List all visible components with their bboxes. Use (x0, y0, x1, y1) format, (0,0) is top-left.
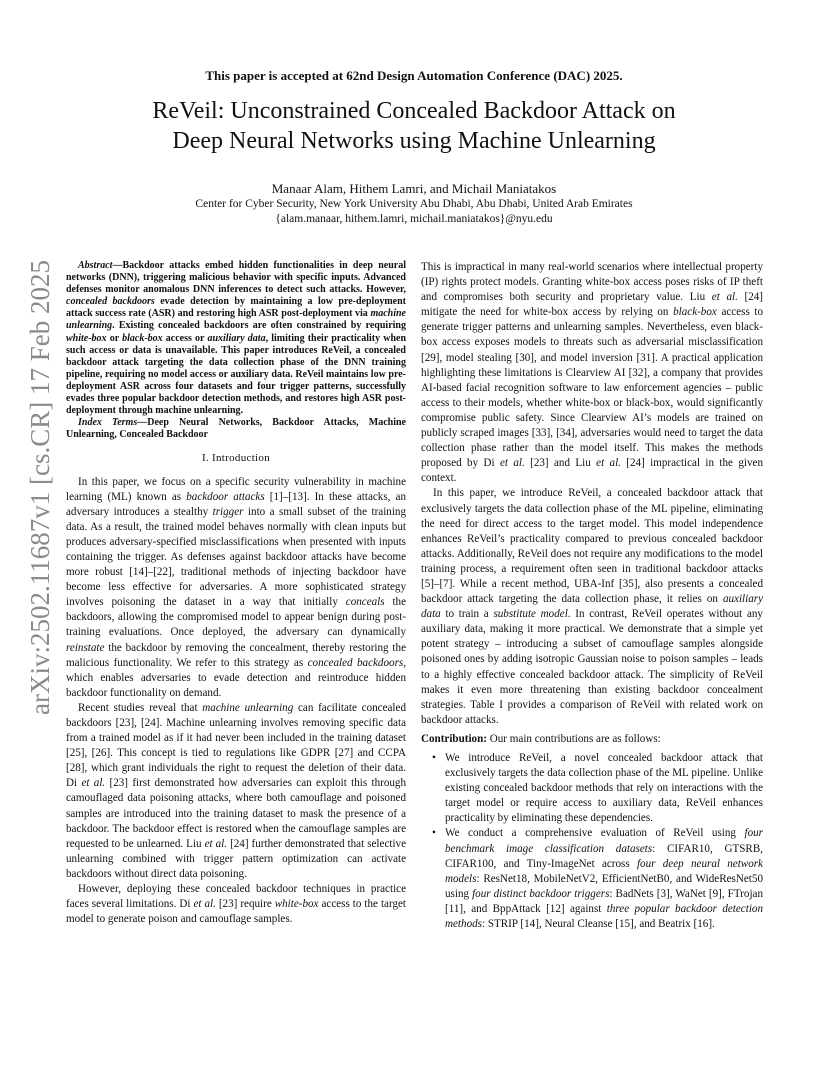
paper-title (60, 96, 768, 156)
left-column (66, 260, 406, 927)
arxiv-watermark (20, 259, 60, 715)
contribution-list (421, 751, 763, 932)
contribution-label: Contribution: (421, 732, 487, 745)
index-terms-label: Index Terms (78, 417, 138, 429)
title-line-2: Deep Neural Networks using Machine Unlearning (172, 128, 656, 154)
right-column (421, 260, 763, 932)
intro-paragraph-3: However, deploying these concealed backdoor techniques in practice faces several limitations. Di et al. [23] require white-box access to the target model to generate poison and camouflage samples. (66, 883, 406, 926)
section-heading-introduction: I. Introduction (201, 452, 271, 465)
intro-paragraph-2: Recent studies reveal that machine unlearning can facilitate concealed backdoors [23], [24]. Machine unlearning involves removing specific data from a trained model as if it had never been included in the training dataset [25], [26]. This concept is tied to regulations like GDPR [27] and CCPA [28], which grant individuals the right to request the deletion of their data. Di et al. [23] first demonstrated how adversaries can exploit this through camouflaged data poisoning attacks, where both camouflage and poisoned samples are introduced into the training dataset to mask the presence of a backdoor. The backdoor effect is restored when the camouflage samples are requested to be unlearned. Liu et al. [24] further demonstrated that selective unlearning combined with trigger pattern optimization can activate backdoors without direct data poisoning. (66, 701, 407, 880)
affiliation: Center for Cyber Security, New York University Abu Dhabi, Abu Dhabi, United Arab Emirates (195, 198, 633, 210)
contribution-heading: Contribution: Our main contributions are as follows: (421, 732, 661, 745)
abstract-label: Abstract (78, 260, 113, 271)
index-terms: Index Terms—Deep Neural Networks, Backdoor Attacks, Machine Unlearning, Concealed Backdoor (66, 417, 406, 441)
arxiv-identifier: arXiv:2502.11687v1 [cs.CR] 17 Feb 2025 (24, 259, 55, 715)
title-line-1: ReVeil: Unconstrained Concealed Backdoor Attack on (152, 98, 676, 124)
contribution-item-2: • We conduct a comprehensive evaluation of ReVeil using four benchmark image classification datasets: CIFAR10, GTSRB, CIFAR100, and Tiny-ImageNet across four deep neural network models: ResNet18, MobileNetV2, EfficientNetB0, and WideResNet50 using four distinct backdoor triggers: BadNets [3], WaNet [9], FTrojan [11], and BppAttack [12] against three popular backdoor detection methods: STRIP [14], Neural Cleanse [15], and Beatrix [16]. (445, 826, 763, 932)
author-block (0, 181, 828, 227)
abstract: Abstract—Backdoor attacks embed hidden functionalities in deep neural networks (DNN), triggering malicious behavior with specific inputs. Advanced defenses monitor anomalous DNN inferences to detect such attacks. However, concealed backdoors evade detection by maintaining a low pre-deployment attack success rate (ASR) and restoring high ASR post-deployment via machine unlearning. Existing concealed backdoors are often constrained by requiring white-box or black-box access or auxiliary data, limiting their practicality when such access or data is unavailable. This paper introduces ReVeil, a concealed backdoor attack targeting the data collection phase of the DNN training pipeline, requiring no model access or auxiliary data. ReVeil maintains low pre-deployment ASR across four datasets and four trigger patterns, successfully evades three popular backdoor detection methods, and restores high ASR post-deployment through machine unlearning. (66, 260, 407, 417)
author-emails: {alam.manaar, hithem.lamri, michail.maniatakos}@nyu.edu (275, 213, 553, 225)
intro-paragraph-continued: This is impractical in many real-world scenarios where intellectual property (IP) rights protect models. Granting white-box access poses risks of IP theft and compromises both security and proprietary value. Liu et al. [24] mitigate the need for white-box access by relying on black-box access to generate trigger patterns and unlearning samples. Nevertheless, even black-box access exposes models to threats such as adversarial misclassification [29], model stealing [30], and model inversion [31]. A practical application highlighting these limitations is Clearview AI [32], a company that provides AI-based facial recognition software to law enforcement agencies – public access to their models, whether white-box or black-box, would significantly compromise public safety. Since Clearview AI’s models are trained on publicly scraped images [33], [34], adversaries would need to target the data collection phase rather than the model itself. This makes the methods proposed by Di et al. [23] and Liu et al. [24] impractical in the given context. (421, 261, 763, 485)
intro-paragraph-1: In this paper, we focus on a specific security vulnerability in machine learning (ML) known as backdoor attacks [1]–[13]. In these attacks, an adversary introduces a stealthy trigger into a small subset of the training data. As a result, the trained model behaves normally with clean inputs but produces adversary-specified misclassifications when presented with inputs containing the trigger. As defenses against backdoor attacks have become more robust [14]–[22], traditional methods of injecting backdoor have become less effective for adversaries. A more sophisticated strategy involves poisoning the dataset in a way that initially conceals the backdoors, allowing the compromised model to appear benign during post-training evaluations. Once deployed, the adversary can dynamically reinstate the backdoor by removing the concealment, thereby restoring the malicious functionality. We refer to this strategy as concealed backdoors, which enables adversaries to evade detection and reintroduce hidden backdoor functionality on demand. (66, 475, 407, 699)
intro-paragraph-reveil: In this paper, we introduce ReVeil, a concealed backdoor attack that exclusively targets the data collection phase of the ML pipeline, eliminating the need for direct access to the target model. This model independence enhances ReVeil’s practicality compared to previous concealed backdoor attacks. Additionally, ReVeil does not require any modifications to the model training process, a requirement often seen in traditional backdoor attacks [5]–[7]. While a recent method, UBA-Inf [35], also presents a concealed backdoor attack targeting the data collection phase, it relies on auxiliary data to train a substitute model. In contrast, ReVeil operates without any auxiliary data, making it more practical. We demonstrate that a simple yet potent strategy – introducing a subset of camouflage samples alongside poisoned ones by adding isotropic Gaussian noise to poison samples – leads to a highly effective concealed backdoor attack. The simplicity of ReVeil makes it even more threatening than existing backdoor concealment strategies. Table I provides a comparison of ReVeil with related work on backdoor attacks. (421, 487, 763, 726)
contribution-item-1: • We introduce ReVeil, a novel concealed backdoor attack that exclusively targets the data collection phase of the ML pipeline. Unlike existing concealed backdoor methods that rely on interactions with the target model or require access to auxiliary data, ReVeil enhances practicality by eliminating these dependencies. (445, 751, 763, 826)
author-names: Manaar Alam, Hithem Lamri, and Michail Maniatakos (271, 181, 557, 196)
acceptance-banner: This paper is accepted at 62nd Design Automation Conference (DAC) 2025. (205, 68, 623, 83)
